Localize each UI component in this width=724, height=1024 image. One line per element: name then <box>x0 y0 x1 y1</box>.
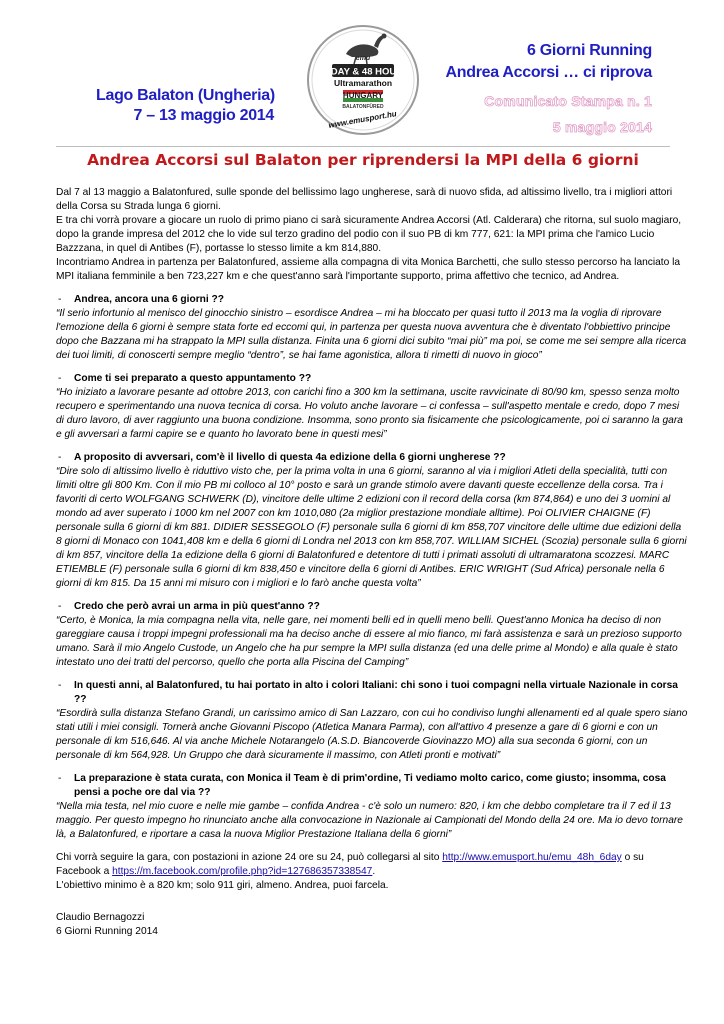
question-text: In questi anni, al Balatonfured, tu hai portato in alto i colori Italiani: chi sono i tuoi compagni nella virtuale Nazionale in corsa ?? <box>74 680 678 705</box>
question-text: Come ti sei preparato a questo appuntamento ?? <box>74 373 312 384</box>
logo-emu-text: emu <box>355 55 371 62</box>
answer: “Il serio infortunio al menisco del ginocchio sinistro – esordisce Andrea – mi ha bloccato per quasi tutto il 2013 ma la voglia di riprovare l'emozione della 6 giorni è sempre stata forte ed eccomi qui, in partenza per questa nuova avventura che è diventato l'obbiettivo principe dopo che Bazzana mi ha strappato la MPI sulla distanza. Finita una 6 giorni dici subito “mai più” ma poi, se come me sei sempre alla ricerca dei tuoi limiti, di conoscerti sempre meglio “dentro”, se hai fame agonistica, allora ti rimetti di nuovo in gioco” <box>56 308 687 361</box>
emu-event-logo <box>306 24 420 136</box>
article-title: Andrea Accorsi sul Balaton per riprendersi la MPI della 6 giorni <box>87 151 639 169</box>
question-text: Credo che però avrai un arma in più quest'anno ?? <box>74 601 320 612</box>
logo-event-text: 6 DAY & 48 HOUR <box>322 66 404 78</box>
intro-paragraph: Incontriamo Andrea in partenza per Balatonfured, assieme alla compagna di vita Monica Barchetti, che sullo stesso percorso ha lanciato la MPI italiana femminile a ben 723,227 km e che quest'anno sarà l'importante supporto, prima affettivo che tecnico, ad Andrea. <box>56 257 681 282</box>
article-body <box>56 186 688 939</box>
header-divider <box>56 146 670 147</box>
event-location: Lago Balaton (Ungheria) <box>96 87 275 104</box>
hungary-flag-text <box>343 90 384 102</box>
answer: “Certo, è Monica, la mia compagna nella vita, nelle gare, nei momenti belli ed in quelli meno belli. Quest'anno Monica ha deciso di non gareggiare causa i troppi impegni professionali ma ha deciso anche di essere al mio fianco, mi farà assistenza e sarà un prezioso supporto umano. Sarà il mio Angelo Custode, un Angelo che ha pur sempre la MPI sulla distanza (ed una delle prime al Mondo) e alla quale è stato intestato uno dei tratti del percorso, quello che porta alla Piscina del Camping” <box>56 615 682 668</box>
signature-org: 6 Giorni Running 2014 <box>56 926 158 937</box>
question-text: La preparazione è stata curata, con Monica il Team è di prim'ordine, Ti vediamo molto carico, come giusto; insomma, cosa pensi a poche ore dal via ?? <box>74 773 666 798</box>
emusport-link[interactable]: http://www.emusport.hu/emu_48h_6day <box>442 852 622 863</box>
logo-country-text: HUNGARY <box>342 91 384 100</box>
closing-text: . <box>372 866 376 877</box>
closing-paragraph <box>56 851 688 879</box>
question: - Credo che però avrai un arma in più quest'anno ?? <box>56 600 688 614</box>
question-text: Andrea, ancora una 6 giorni ?? <box>74 294 225 305</box>
logo-place-text: BALATONFÜRED <box>342 104 384 110</box>
answer: “Dire solo di altissimo livello è riduttivo visto che, per la prima volta in una 6 giorni, saranno al via i migliori Atleti della specialità, tutti con limiti oltre gli 800 Km. Con il mio PB mi colloco al 10° posto e sarà un grande stimolo avere davanti queste eccellenze della corsa. Tra i favoriti di certo WOLFGANG SCHWERK (D), vincitore delle ultime 2 edizioni con il record della corsa (km 874,864) e uno dei 3 uomini al mondo ad aver superato i 1000 km nel 2007 con km 1010,080 (2a miglior prestazione mondiale alltime). Poi OLIVIER CHAIGNE (F) personale sulla 6 giorni di km 881. DIDIER SESSEGOLO (F) personale sulla 6 giorni di km 858,707 vincitore delle ultime due edizioni della 8 giorni di Monaco con 1041,408 km e della 6 giorni di Londra nel 2013 con km 858,707. WILLIAM SICHEL (Scozia) personale sulla 6 giorni di km 857, vincitore della 1a edizione della 6 giorni di Balatonfured e detentore di tutti i primati assoluti di ultramaratona scozzesi. MARC ETIEMBLE (F) personale sulla 6 giorni di km 838,450 e vincitore della 6 giorni di Antibes. ERIC WRIGHT (Sud Africa) personale nella 6 giorni di km 815. Da 15 anni mi misuro con i migliori e lo farò anche questa volta” <box>56 466 687 589</box>
logo-ultramarathon-text: Ultramarathon <box>333 78 393 88</box>
question: - A proposito di avversari, com'è il livello di questa 4a edizione della 6 giorni ungherese ?? <box>56 451 688 465</box>
question: - Come ti sei preparato a questo appuntamento ?? <box>56 372 688 386</box>
logo-url-text: www.emusport.hu <box>327 109 398 130</box>
intro-paragraph: E tra chi vorrà provare a giocare un ruolo di primo piano ci sarà sicuramente Andrea Accorsi (Atl. Calderara) che ritorna, sul suolo magiaro, dopo la grande impresa del 2012 che lo vide sul terzo gradino del podio con il suo PB di km 777, 621: la MPI prima che l'amico Lucio Bazzzana, in quel di Antibes (F), portasse lo stesso limite a km 814,880. <box>56 215 682 254</box>
signature-name: Claudio Bernagozzi <box>56 912 145 923</box>
closing-text: Chi vorrà seguire la gara, con postazioni in azione 24 ore su 24, può collegarsi al sito <box>56 852 443 863</box>
goal-line: L'obiettivo minimo è a 820 km; solo 911 giri, almeno. Andrea, puoi farcela. <box>56 880 389 891</box>
question: - In questi anni, al Balatonfured, tu hai portato in alto i colori Italiani: chi sono i tuoi compagni nella virtuale Nazionale in corsa ?? <box>56 679 688 707</box>
press-release-number: Comunicato Stampa n. 1 <box>484 93 652 109</box>
answer: “Nella mia testa, nel mio cuore e nelle mie gambe – confida Andrea - c'è solo un numero: 820, i km che debbo completare tra il 7 ed il 13 maggio. Per questo impegno ho rinunciato anche alla convocazione in Nazionale ai Campionati del Mondo della 24 ore. Ma io devo tornare là, a Balatonfured, e riportare a casa la nuova Miglior Prestazione Italiana della 6 giorni” <box>56 801 683 840</box>
question: - Andrea, ancora una 6 giorni ?? <box>56 293 688 307</box>
headline-subtitle: Andrea Accorsi … ci riprova <box>445 64 652 81</box>
facebook-link[interactable]: https://m.facebook.com/profile.php?id=127686357338547 <box>112 866 373 877</box>
organizer-title: 6 Giorni Running <box>527 42 652 59</box>
intro-paragraph: Dal 7 al 13 maggio a Balatonfured, sulle sponde del bellissimo lago ungherese, sarà di nuovo sfida, ad altissimo livello, tra i migliori attori della Corsa su Strada lunga 6 giorni. <box>56 187 673 212</box>
press-release-heading <box>420 40 652 136</box>
event-dates: 7 – 13 maggio 2014 <box>133 107 274 124</box>
answer: “Esordirà sulla distanza Stefano Grandi, un carissimo amico di San Lazzaro, con cui ho condiviso lunghi allenamenti ed al quale spero siano stati utili i miei consigli. Tornerà anche Giovanni Piscopo (Atletica Manara Parma), con all'attivo 4 presenze a gare di 6 giorni e con un personale di km 516,646. Al via anche Michele Notarangelo (A.S.D. Biancoverde Giovinazzo MO) alla sua seconda 6 giorni, con un personale di km 564,928. Un Gruppo che darà sicuramente il massimo, con Atleti pronti e motivati” <box>56 708 688 761</box>
closing-text: o su Facebook a <box>56 852 644 877</box>
press-release-date: 5 maggio 2014 <box>552 119 652 135</box>
answer: “Ho iniziato a lavorare pesante ad ottobre 2013, con carichi fino a 300 km la settimana, uscite ravvicinate di 80/90 km, spesso senza molto recupero e sperimentando una nuova tecnica di corsa. Ho voluto anche lavorare – ci confessa – sull'aspetto mentale e credo, dopo 7 mesi di duro lavoro, di aver raggiunto una buona condizione. Insomma, sono pronto sia fisicamente che psicologicamente, poi ci saranno la gara e gli avversari a farmi capire se e quanto ho lavorato bene in questi mesi” <box>56 387 683 440</box>
question: - La preparazione è stata curata, con Monica il Team è di prim'ordine, Ti vediamo molto carico, come giusto; insomma, cosa pensi a poche ore dal via ?? <box>56 772 688 800</box>
question-text: A proposito di avversari, com'è il livello di questa 4a edizione della 6 giorni ungherese ?? <box>74 452 506 463</box>
event-location-date <box>96 86 274 126</box>
